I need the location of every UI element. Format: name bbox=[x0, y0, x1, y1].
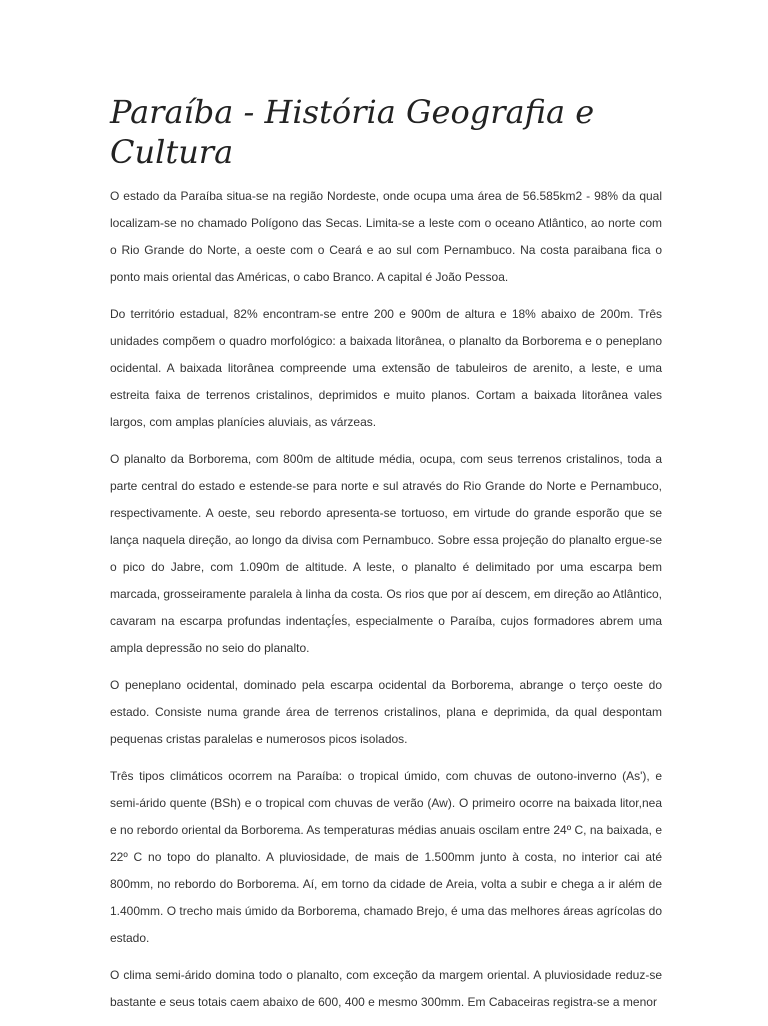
paragraph-borborema: O planalto da Borborema, com 800m de altitude média, ocupa, com seus terrenos cristalinos, toda a parte central do estado e estende-se para norte e sul através do Rio Grande do Norte e Pernambuco, respectivamente. A oeste, seu rebordo apresenta-se tortuoso, em virtude do grande esporão que se lança naquela direção, ao longo da divisa com Pernambuco. Sobre essa projeção do planalto ergue-se o pico do Jabre, com 1.090m de altitude. A leste, o planalto é delimitado por uma escarpa bem marcada, grosseiramente paralela à linha da costa. Os rios que por aí descem, em direção ao Atlântico, cavaram na escarpa profundas indentaçÍes, especialmente o Paraíba, cujos formadores abrem uma ampla depressão no seio do planalto. bbox=[110, 452, 662, 655]
article-body bbox=[110, 183, 662, 1026]
paragraph-peneplano: O peneplano ocidental, dominado pela escarpa ocidental da Borborema, abrange o terço oeste do estado. Consiste numa grande área de terrenos cristalinos, plana e deprimida, da qual despontam pequenas cristas paralelas e numerosos picos isolados. bbox=[110, 678, 662, 746]
page-title: Paraíba - História Geografia e Cultura bbox=[110, 93, 595, 171]
paragraph-intro: O estado da Paraíba situa-se na região Nordeste, onde ocupa uma área de 56.585km2 - 98% da qual localizam-se no chamado Polígono das Secas. Limita-se a leste com o oceano Atlântico, ao norte com o Rio Grande do Norte, a oeste com o Ceará e ao sul com Pernambuco. Na costa paraibana fica o ponto mais oriental das Américas, o cabo Branco. A capital é João Pessoa. bbox=[110, 189, 662, 284]
paragraph-semiarid: O clima semi-árido domina todo o planalto, com exceção da margem oriental. A pluviosidade reduz-se bastante e seus totais caem abaixo de 600, 400 e mesmo 300mm. Em Cabaceiras registra-se a menor bbox=[110, 968, 662, 1009]
paragraph-climate: Três tipos climáticos ocorrem na Paraíba: o tropical úmido, com chuvas de outono-inverno (As'), e semi-árido quente (BSh) e o tropical com chuvas de verão (Aw). O primeiro ocorre na baixada litor,nea e no rebordo oriental da Borborema. As temperaturas médias anuais oscilam entre 24º C, na baixada, e 22º C no topo do planalto. A pluviosidade, de mais de 1.500mm junto à costa, no interior cai até 800mm, no rebordo do Borborema. Aí, em torno da cidade de Areia, volta a subir e chega a ir além de 1.400mm. O trecho mais úmido da Borborema, chamado Brejo, é uma das melhores áreas agrícolas do estado. bbox=[110, 769, 662, 945]
paragraph-relief: Do território estadual, 82% encontram-se entre 200 e 900m de altura e 18% abaixo de 200m. Três unidades compõem o quadro morfológico: a baixada litorânea, o planalto da Borborema e o peneplano ocidental. A baixada litorânea compreende uma extensão de tabuleiros de arenito, a leste, e uma estreita faixa de terrenos cristalinos, deprimidos e muito planos. Cortam a baixada litorânea vales largos, com amplas planícies aluviais, as várzeas. bbox=[110, 307, 662, 429]
